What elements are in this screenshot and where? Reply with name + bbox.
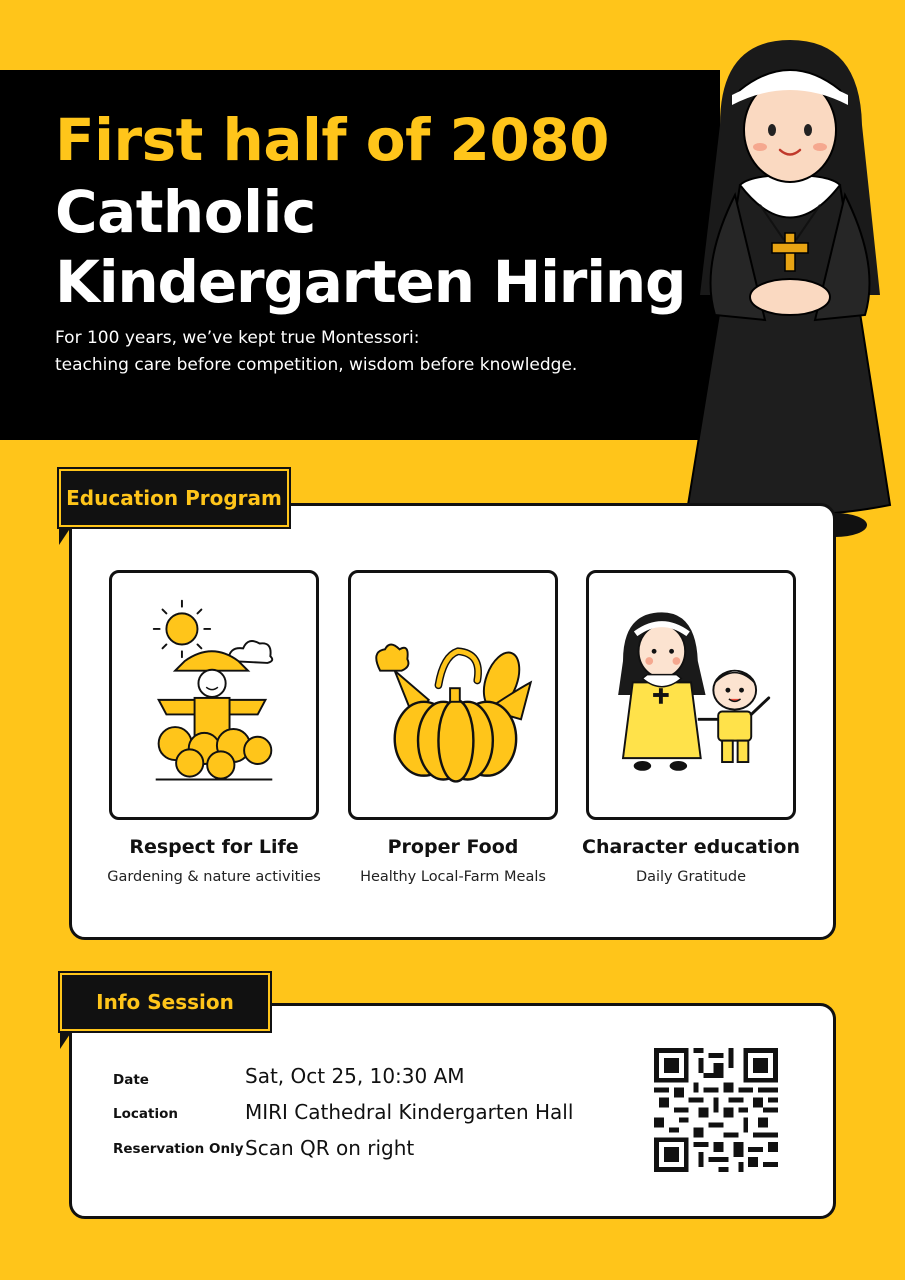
tab-tail bbox=[60, 1031, 72, 1049]
nun-with-child-illustration bbox=[586, 570, 796, 820]
hero-subtitle-line2: teaching care before competition, wisdom before knowledge. bbox=[55, 355, 578, 375]
hero-subtitle-line1: For 100 years, we’ve kept true Montessori: bbox=[55, 328, 420, 348]
scarecrow-garden-illustration bbox=[109, 570, 319, 820]
education-program-tab: Education Program bbox=[59, 469, 289, 527]
info-label-date: Date bbox=[113, 1072, 149, 1088]
info-label-reservation: Reservation Only bbox=[113, 1141, 244, 1157]
feature-subtitle-gratitude: Daily Gratitude bbox=[635, 869, 747, 885]
hero-title-line3: Kindergarten Hiring bbox=[55, 248, 686, 316]
info-value-date: Sat, Oct 25, 10:30 AM bbox=[245, 1064, 465, 1088]
feature-title-proper-food: Proper Food bbox=[387, 836, 519, 858]
nun-illustration bbox=[680, 35, 900, 545]
feature-subtitle-gardening: Gardening & nature activities bbox=[107, 869, 321, 885]
feature-title-character-education: Character education bbox=[582, 836, 800, 858]
pumpkin-vegetables-illustration bbox=[348, 570, 558, 820]
qr-code-icon[interactable] bbox=[654, 1048, 778, 1172]
feature-subtitle-meals: Healthy Local-Farm Meals bbox=[360, 869, 546, 885]
feature-title-respect-for-life: Respect for Life bbox=[129, 836, 299, 858]
hero-title-year: First half of 2080 bbox=[55, 106, 609, 174]
info-session-tab: Info Session bbox=[60, 973, 270, 1031]
tab-tail bbox=[59, 527, 71, 545]
hero-title-line2: Catholic bbox=[55, 178, 316, 246]
info-value-location: MIRI Cathedral Kindergarten Hall bbox=[245, 1100, 574, 1124]
info-label-location: Location bbox=[113, 1106, 178, 1122]
info-value-reservation: Scan QR on right bbox=[245, 1136, 415, 1160]
